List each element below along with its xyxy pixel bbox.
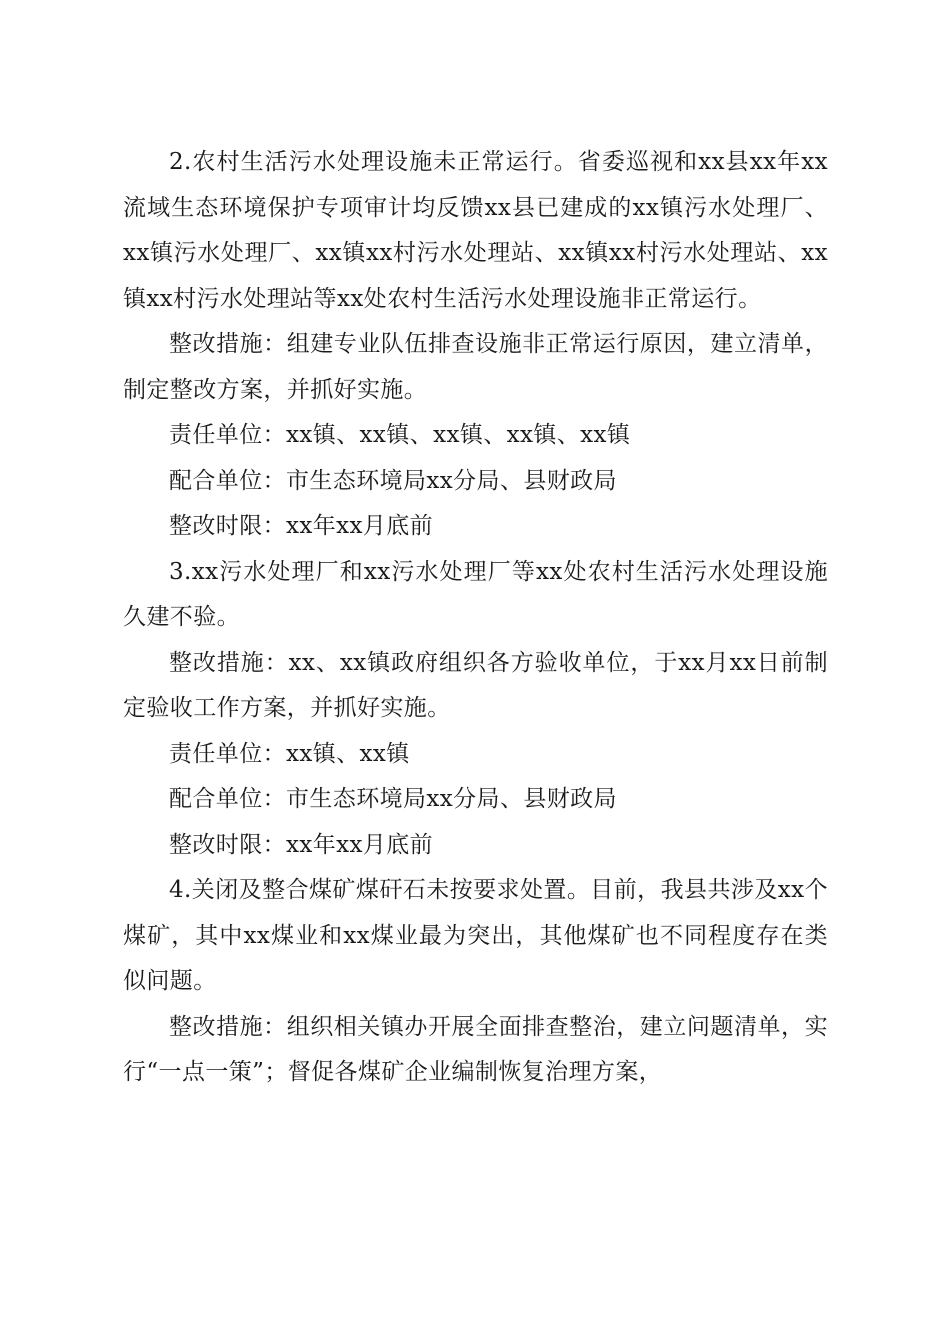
paragraph-item-4-problem: 4.关闭及整合煤矿煤矸石未按要求处置。目前，我县共涉及xx个煤矿，其中xx煤业和xx煤业最为突出，其他煤矿也不同程度存在类似问题。 bbox=[123, 877, 828, 994]
paragraph-item-2-problem: 2.农村生活污水处理设施未正常运行。省委巡视和xx县xx年xx流域生态环境保护专项审计均反馈xx县已建成的xx镇污水处理厂、xx镇污水处理厂、xx镇xx村污水处理站、xx镇xx村污水处理站、xx镇xx村污水处理站等xx处农村生活污水处理设施非正常运行。 bbox=[123, 149, 828, 312]
paragraph-item-2-cooperating-unit: 配合单位：市生态环境局xx分局、县财政局 bbox=[169, 467, 617, 494]
paragraph-item-3-deadline: 整改时限：xx年xx月底前 bbox=[169, 831, 434, 858]
paragraph-item-3-measures: 整改措施：xx、xx镇政府组织各方验收单位，于xx月xx日前制定验收工作方案，并抓好实施。 bbox=[123, 649, 828, 721]
paragraph-item-3-cooperating-unit: 配合单位：市生态环境局xx分局、县财政局 bbox=[169, 786, 617, 812]
paragraph-item-2-deadline: 整改时限：xx年xx月底前 bbox=[169, 513, 434, 539]
paragraph-item-2-measures: 整改措施：组建专业队伍排查设施非正常运行原因，建立清单，制定整改方案，并抓好实施。 bbox=[123, 331, 828, 403]
paragraph-item-3-responsible-unit: 责任单位：xx镇、xx镇 bbox=[169, 740, 410, 767]
paragraph-item-3-problem: 3.xx污水处理厂和xx污水处理厂等xx处农村生活污水处理设施久建不验。 bbox=[123, 558, 828, 630]
paragraph-item-4-measures: 整改措施：组织相关镇办开展全面排查整治，建立问题清单，实行“一点一策”；督促各煤矿企业编制恢复治理方案， bbox=[123, 1013, 828, 1085]
paragraph-item-2-responsible-unit: 责任单位：xx镇、xx镇、xx镇、xx镇、xx镇 bbox=[169, 422, 631, 448]
document-body bbox=[123, 140, 828, 1096]
